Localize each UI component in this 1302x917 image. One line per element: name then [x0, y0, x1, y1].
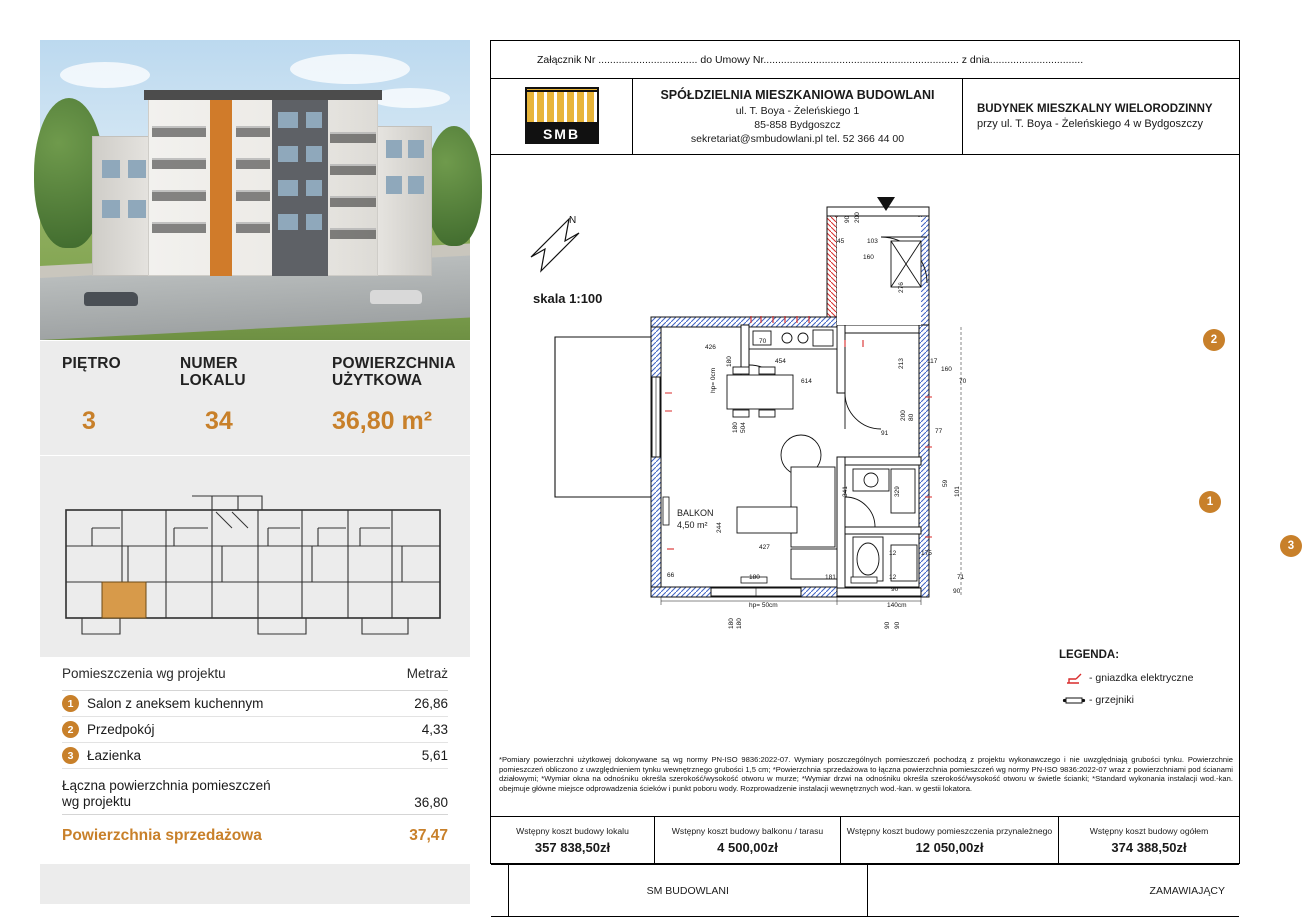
rooms-table-header [62, 657, 448, 691]
legend-title: LEGENDA: [1059, 649, 1120, 661]
north-arrow-icon [525, 213, 587, 282]
document-header [491, 79, 1239, 155]
apartment-floor-plan [641, 197, 1087, 657]
cooperative-street: ul. T. Boya - Żeleńskiego 1 [735, 104, 860, 117]
building-line-2: przy ul. T. Boya - Żeleńskiego 4 w Bydgoszczy [977, 118, 1204, 130]
svg-text:426: 426 [705, 344, 716, 351]
svg-text:90: 90 [884, 621, 891, 629]
room-area-2: 4,33 [421, 722, 448, 737]
room-marker-3: 3 [62, 747, 79, 764]
svg-text:181: 181 [825, 574, 836, 581]
building-info [963, 79, 1239, 154]
scale-label: skala 1:100 [533, 291, 603, 306]
socket-icon [1059, 670, 1089, 686]
svg-text:hp= 50cm: hp= 50cm [749, 602, 778, 609]
svg-text:12: 12 [889, 550, 897, 557]
svg-text:12: 12 [889, 574, 897, 581]
usable-area-value: 36,80 m² [332, 407, 433, 435]
usable-area-label: POWIERZCHNIA UŻYTKOWA [332, 355, 456, 389]
room-marker-1: 1 [62, 695, 79, 712]
svg-text:N: N [569, 215, 577, 226]
svg-text:59: 59 [942, 479, 949, 487]
cost-value-total: 374 388,50zł [1111, 840, 1187, 855]
logo-cell [491, 79, 633, 154]
balcony-label: BALKON 4,50 m² [677, 508, 714, 530]
total-area-label: Łączna powierzchnia pomieszczeń wg projektu [62, 778, 271, 809]
left-footer-band [40, 864, 470, 904]
table-row [62, 717, 448, 743]
unit-number-value: 34 [205, 407, 233, 435]
svg-text:90: 90 [953, 588, 961, 595]
building-photo [40, 40, 470, 340]
sale-area-value: 37,47 [409, 827, 448, 844]
svg-text:45: 45 [837, 238, 845, 245]
floor-label: PIĘTRO [62, 355, 121, 372]
svg-text:341: 341 [842, 486, 849, 497]
rooms-header-right: Metraż [406, 666, 448, 681]
signature-left: SM BUDOWLANI [509, 865, 868, 916]
svg-text:80: 80 [908, 413, 915, 421]
building-line-1: BUDYNEK MIESZKALNY WIELORODZINNY [977, 103, 1213, 115]
svg-text:213: 213 [898, 358, 905, 369]
legend-radiator-text: - grzejniki [1089, 694, 1134, 706]
legend-item-radiator [1059, 689, 1234, 711]
room-name-1: Salon z aneksem kuchennym [87, 696, 264, 711]
cost-cell-unit [491, 817, 655, 864]
svg-text:90: 90 [894, 621, 901, 629]
signature-right: ZAMAWIAJĄCY [1149, 884, 1225, 897]
svg-text:91: 91 [881, 430, 889, 437]
sale-area-row [62, 819, 448, 853]
svg-text:103: 103 [867, 238, 878, 245]
svg-text:200: 200 [900, 410, 907, 421]
cost-cell-balcony [655, 817, 841, 864]
table-row [62, 743, 448, 769]
svg-text:244: 244 [716, 522, 723, 533]
cost-value-balcony: 4 500,00zł [717, 840, 778, 855]
svg-text:66: 66 [667, 572, 675, 579]
cost-label-unit: Wstępny koszt budowy lokalu [516, 826, 629, 836]
svg-text:70: 70 [759, 338, 767, 345]
svg-text:70: 70 [959, 378, 967, 385]
cooperative-name: SPÓŁDZIELNIA MIESZKANIOWA BUDOWLANI [660, 87, 935, 102]
room-name-2: Przedpokój [87, 722, 155, 737]
plan-room-marker-2: 2 [1203, 329, 1225, 351]
svg-text:90: 90 [891, 586, 899, 593]
total-area-row [62, 769, 448, 815]
svg-text:117: 117 [927, 358, 938, 365]
svg-text:180: 180 [732, 422, 739, 433]
cost-table [491, 816, 1239, 865]
unit-info-band [40, 340, 470, 474]
svg-text:hp= 0cm: hp= 0cm [710, 367, 717, 393]
cost-value-storage: 12 050,00zł [915, 840, 984, 855]
logo-text: SMB [525, 124, 599, 144]
svg-text:276: 276 [898, 282, 905, 293]
legend-item-socket [1059, 667, 1234, 689]
sale-area-label: Powierzchnia sprzedażowa [62, 827, 262, 844]
cost-label-storage: Wstępny koszt budowy pomieszczenia przynależnego [846, 826, 1053, 836]
svg-text:329: 329 [894, 486, 901, 497]
plan-document [490, 40, 1295, 897]
plan-room-marker-1: 1 [1199, 491, 1221, 513]
svg-text:180: 180 [736, 618, 743, 629]
attachment-line: Załącznik Nr .................................. do Umowy Nr................................................................... z dnia................................ [491, 41, 1239, 79]
cost-label-total: Wstępny koszt budowy ogółem [1089, 826, 1209, 836]
total-area-value: 36,80 [414, 795, 448, 810]
room-marker-2: 2 [62, 721, 79, 738]
svg-text:180: 180 [726, 356, 733, 367]
cost-cell-total [1059, 817, 1239, 864]
svg-text:77: 77 [935, 428, 943, 435]
table-row [62, 691, 448, 717]
floor-key-plan [40, 474, 470, 654]
smb-logo-icon [525, 90, 599, 144]
rooms-header-left: Pomieszczenia wg projektu [62, 666, 226, 681]
svg-text:160: 160 [863, 254, 874, 261]
left-info-panel [40, 40, 470, 864]
plan-room-marker-3: 3 [1280, 535, 1302, 557]
cost-cell-storage [841, 817, 1059, 864]
floor-plan-area [491, 155, 1295, 897]
svg-text:160: 160 [941, 366, 952, 373]
room-name-3: Łazienka [87, 748, 142, 763]
signature-row [491, 865, 1239, 917]
footnote-text: *Pomiary powierzchni użytkowej dokonywane są wg normy PN-ISO 9836:2022-07. Wymiary poszczególnych pomieszczeń pochodzą z projektu wykonawczego i nie uwzględniają grubości tynku. Powierzchnie pomieszczeń obliczono z uwzględnieniem tynku wewnętrznego grubości 1,5 cm; *Powierzchnia sprzedażowa to łączna powierzchnia pomieszczeń wg normy PN-ISO 9836:2022-07 wraz z powierzchniami pod ścianami działowymi; *Wymiar okna na odnośniku określa szerokość/wysokość otworu w murze; *Wymiar drzwi na odnośniku określa szerokość/wysokość otworu w świetle ścianki; *Standard wykonania instalacji wod.-kan. obejmuje główne miejsce odprowadzenia ścieków i punkt poboru wody. Rozprowadzenie instalacji wewnętrznych wod.-kan. w gestii lokatora. [499, 755, 1233, 793]
svg-text:175: 175 [921, 550, 932, 557]
cooperative-info [633, 79, 963, 154]
cost-value-unit: 357 838,50zł [534, 840, 611, 855]
svg-text:140cm: 140cm [887, 602, 907, 609]
radiator-icon [1059, 693, 1089, 707]
cooperative-contact: sekretariat@smbudowlani.pl tel. 52 366 44 00 [690, 132, 905, 145]
svg-text:614: 614 [801, 378, 812, 385]
legend-socket-text: - gniazdka elektryczne [1089, 672, 1194, 684]
svg-text:71: 71 [957, 574, 965, 581]
svg-text:454: 454 [775, 358, 786, 365]
cooperative-city: 85-858 Bydgoszcz [754, 118, 841, 131]
svg-text:90: 90 [844, 215, 851, 223]
legend [1059, 649, 1234, 711]
unit-number-label: NUMER LOKALU [180, 355, 246, 389]
cost-label-balcony: Wstępny koszt budowy balkonu / tarasu [671, 826, 824, 836]
room-area-3: 5,61 [421, 748, 448, 763]
svg-text:101: 101 [954, 486, 961, 497]
svg-text:427: 427 [759, 544, 770, 551]
floor-value: 3 [82, 407, 96, 435]
svg-text:200: 200 [854, 212, 861, 223]
svg-text:504: 504 [740, 422, 747, 433]
rooms-table [40, 654, 470, 864]
room-area-1: 26,86 [414, 696, 448, 711]
svg-text:180: 180 [749, 574, 760, 581]
svg-text:180: 180 [728, 618, 735, 629]
